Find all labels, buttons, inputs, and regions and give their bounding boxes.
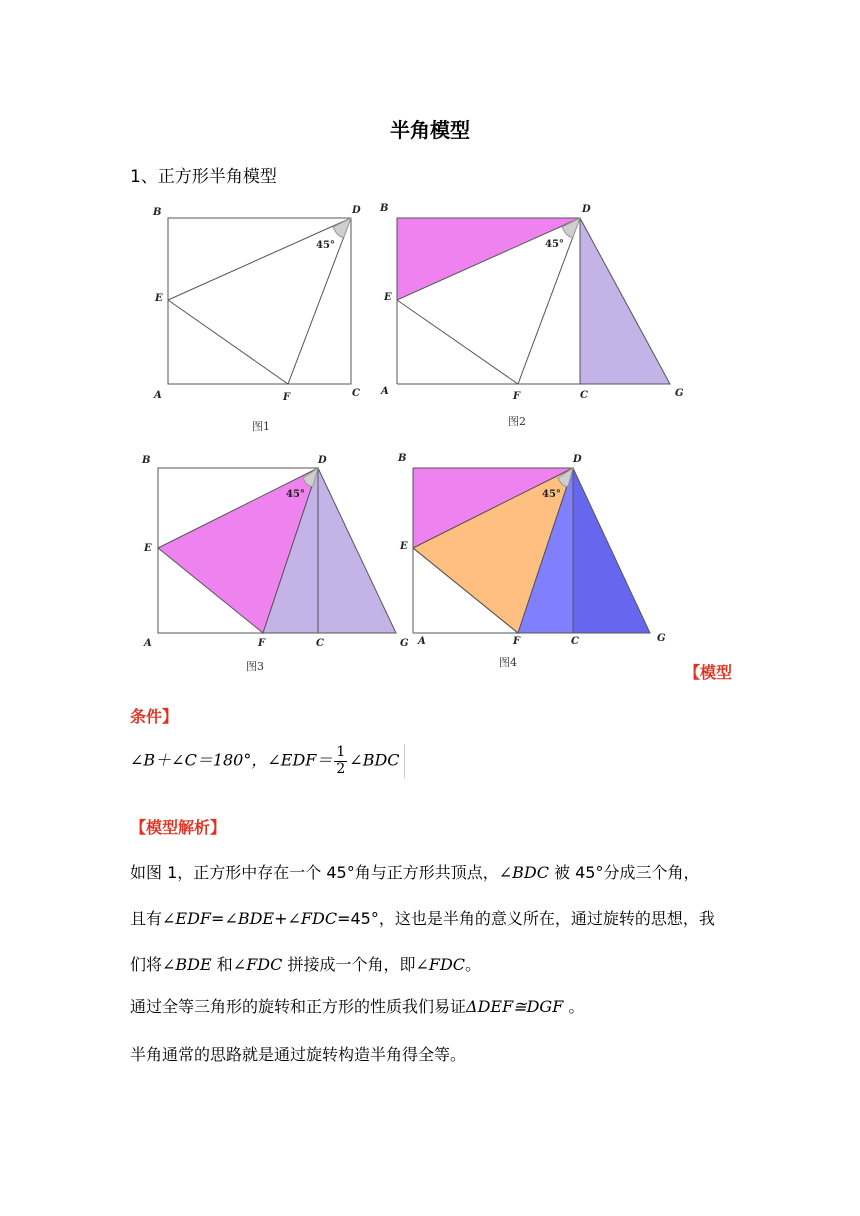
paragraph-line-5: 半角通常的思路就是通过旋转构造半角得全等。 — [130, 1045, 467, 1064]
point-label-d: D — [573, 454, 582, 465]
paragraph-line-1 — [130, 860, 700, 883]
point-label-c: C — [571, 636, 579, 647]
paragraph-line-2 — [130, 906, 715, 929]
formula-part1: ∠B＋∠C＝180°，∠EDF＝ — [130, 750, 333, 770]
point-label-f: F — [513, 636, 521, 647]
point-label-b: B — [142, 455, 151, 466]
analysis-heading: 【模型解析】 — [130, 818, 227, 837]
angle-label: 45° — [316, 240, 335, 251]
math-run: ∠BDE — [162, 955, 212, 974]
text-run: 和 — [211, 955, 233, 974]
point-label-b: B — [153, 207, 162, 218]
text-run: + — [274, 909, 288, 928]
point-label-a: A — [381, 386, 389, 397]
condition-formula — [130, 744, 405, 778]
point-label-c: C — [580, 390, 588, 401]
math-run: ∠FDC — [287, 909, 338, 928]
figure-4 — [395, 450, 680, 655]
caption-fig4: 图4 — [499, 656, 517, 669]
condition-heading-part1: 【模型 — [684, 663, 733, 682]
point-label-a: A — [154, 390, 162, 401]
text-run: 通过全等三角形的旋转和正方形的性质我们易证 — [130, 997, 467, 1016]
condition-heading-part2: 条件】 — [130, 707, 179, 726]
caption-fig3: 图3 — [246, 660, 264, 673]
paragraph-line-3 — [130, 952, 481, 975]
formula-fraction — [334, 745, 347, 777]
point-label-c: C — [352, 388, 360, 399]
text-cursor — [404, 744, 405, 778]
text-run: 且有 — [130, 909, 163, 928]
math-run: ∠BDC — [498, 863, 549, 882]
section-heading: 1、正方形半角模型 — [130, 167, 277, 187]
point-label-e: E — [155, 293, 163, 304]
math-run: ∠FDC — [415, 955, 466, 974]
text-run: =45°，这也是半角的意义所在，通过旋转的思想，我 — [337, 909, 715, 928]
point-label-b: B — [398, 453, 407, 464]
point-label-f: F — [513, 391, 521, 402]
fraction-numerator: 1 — [336, 744, 346, 761]
text-run: 拼接成一个角，即 — [282, 955, 416, 974]
math-run: ΔDEF≅DGF — [466, 997, 564, 1016]
point-label-f: F — [258, 638, 266, 649]
text-run: 。 — [465, 955, 482, 974]
text-run: = — [211, 909, 225, 928]
text-run: 们将 — [130, 955, 163, 974]
point-label-d: D — [582, 204, 591, 215]
figure-3 — [138, 450, 418, 655]
math-run: ∠EDF — [162, 909, 212, 928]
point-label-a: A — [418, 636, 426, 647]
point-label-e: E — [400, 541, 408, 552]
angle-label: 45° — [542, 489, 561, 500]
point-label-f: F — [283, 392, 291, 403]
text-run: 如图 1，正方形中存在一个 45°角与正方形共顶点， — [130, 863, 499, 882]
angle-label: 45° — [545, 239, 564, 250]
point-label-b: B — [380, 203, 389, 214]
point-label-g: G — [675, 388, 684, 399]
text-run: 。 — [563, 997, 585, 1016]
point-label-a: A — [144, 638, 152, 649]
page-title: 半角模型 — [390, 118, 470, 142]
point-label-c: C — [316, 638, 324, 649]
math-run: ∠FDC — [232, 955, 283, 974]
paragraph-line-4 — [130, 994, 584, 1017]
point-label-g: G — [400, 638, 409, 649]
point-label-d: D — [352, 205, 361, 216]
caption-fig2: 图2 — [508, 415, 526, 428]
point-label-e: E — [144, 543, 152, 554]
point-label-g: G — [657, 633, 666, 644]
angle-label: 45° — [286, 489, 305, 500]
math-run: ∠BDE — [224, 909, 275, 928]
point-label-d: D — [318, 455, 327, 466]
caption-fig1: 图1 — [252, 420, 270, 433]
figure-1 — [140, 200, 370, 405]
fraction-denominator: 2 — [336, 760, 346, 777]
figure-2 — [375, 198, 695, 403]
text-run: 被 45°分成三个角， — [548, 863, 700, 882]
formula-part2: ∠BDC — [349, 750, 400, 770]
point-label-e: E — [384, 292, 392, 303]
